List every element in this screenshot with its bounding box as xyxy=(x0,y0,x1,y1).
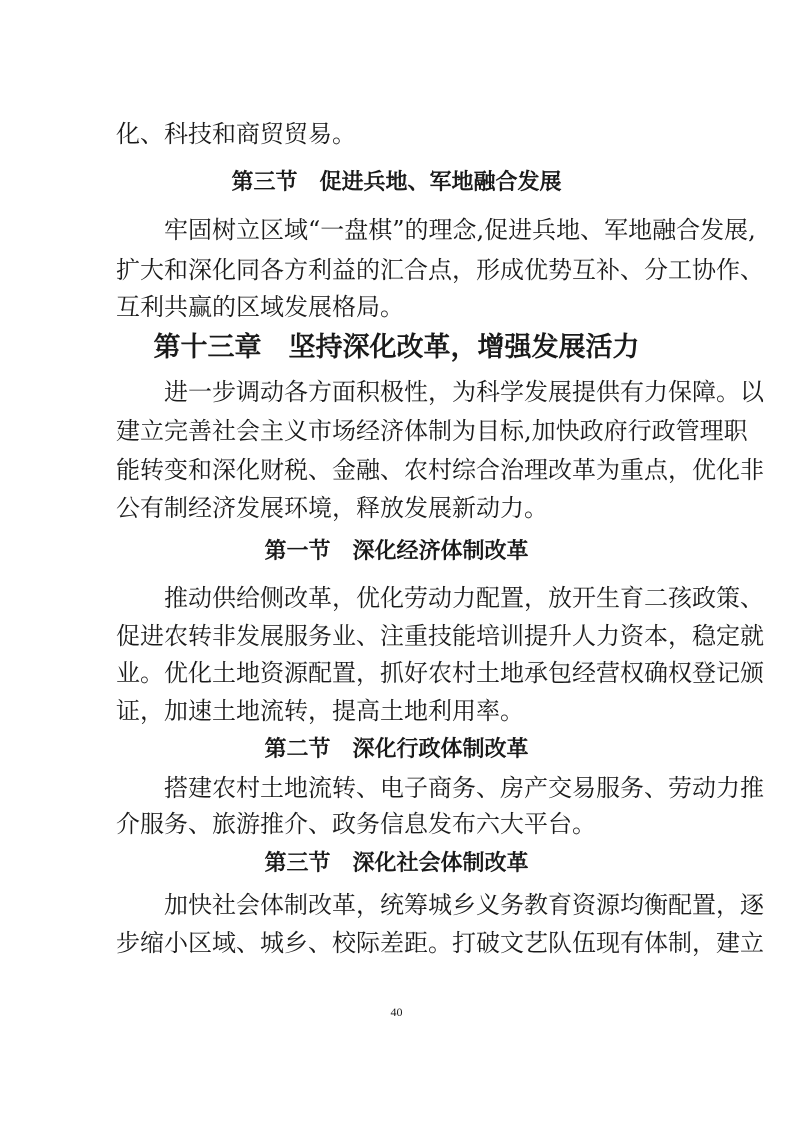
paragraph-line: 进一步调动各方面积极性，为科学发展提供有力保障。以 xyxy=(164,378,764,406)
paragraph-line: 步缩小区域、城乡、校际差距。打破文艺队伍现有体制，建立 xyxy=(116,929,764,957)
section-heading: 第一节 深化经济体制改革 xyxy=(264,539,529,564)
paragraph-line: 建立完善社会主义市场经济体制为目标,加快政府行政管理职 xyxy=(116,417,748,445)
page-number: 40 xyxy=(390,1005,403,1019)
paragraph-line: 牢固树立区域“一盘棋”的理念,促进兵地、军地融合发展, xyxy=(164,216,756,244)
paragraph-line: 业。优化土地资源配置，抓好农村土地承包经营权确权登记颁 xyxy=(116,659,764,687)
paragraph-line: 扩大和深化同各方利益的汇合点，形成优势互补、分工协作、 xyxy=(116,256,764,284)
paragraph-line: 化、科技和商贸贸易。 xyxy=(116,120,356,148)
section-heading: 第三节 深化社会体制改革 xyxy=(264,851,529,876)
paragraph-line: 促进农转非发展服务业、注重技能培训提升人力资本，稳定就 xyxy=(116,622,764,650)
paragraph-line: 介服务、旅游推介、政务信息发布六大平台。 xyxy=(116,810,596,838)
paragraph-line: 加快社会体制改革，统筹城乡义务教育资源均衡配置，逐 xyxy=(164,891,764,919)
paragraph-line: 搭建农村土地流转、电子商务、房产交易服务、劳动力推 xyxy=(164,774,764,802)
section-heading: 第二节 深化行政体制改革 xyxy=(264,737,529,762)
paragraph-line: 证，加速土地流转，提高土地利用率。 xyxy=(116,697,524,725)
paragraph-line: 能转变和深化财税、金融、农村综合治理改革为重点，优化非 xyxy=(116,456,764,484)
chapter-heading: 第十三章 坚持深化改革，增强发展活力 xyxy=(153,332,640,363)
paragraph-line: 公有制经济发展环境，释放发展新动力。 xyxy=(116,494,548,522)
paragraph-line: 互利共赢的区域发展格局。 xyxy=(116,293,404,321)
paragraph-line: 推动供给侧改革，优化劳动力配置，放开生育二孩政策、 xyxy=(164,584,764,612)
section-heading: 第三节 促进兵地、军地融合发展 xyxy=(231,170,562,195)
